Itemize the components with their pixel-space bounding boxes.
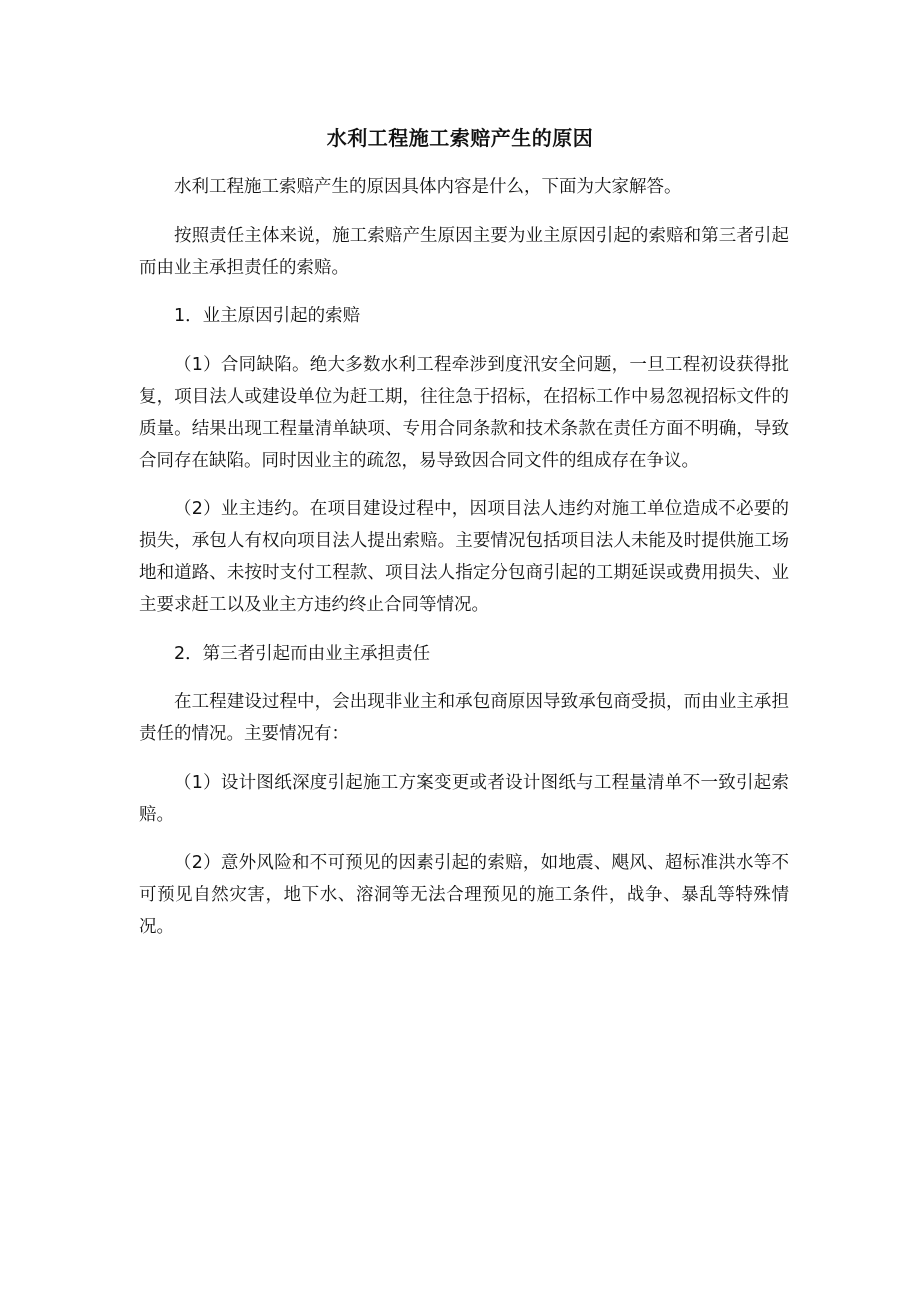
heading-third-party: 2．第三者引起而由业主承担责任 <box>174 643 431 664</box>
heading-owner-causes: 1．业主原因引起的索赔 <box>174 306 361 326</box>
paragraph-responsibility: 按照责任主体来说，施工索赔产生原因主要为业主原因引起的索赔和第三者引起而由业主承担责任的索赔。 <box>139 225 789 278</box>
document-body <box>139 171 789 960</box>
paragraph-contract-defects: （1）合同缺陷。绝大多数水利工程牵涉到度汛安全问题，一旦工程初设获得批复，项目法人或建设单位为赶工期，往往急于招标，在招标工作中易忽视招标文件的质量。结果出现工程量清单缺项、专用合同条款和技术条款在责任方面不明确，导致合同存在缺陷。同时因业主的疏忽，易导致因合同文件的组成存在争议。 <box>139 354 789 471</box>
paragraph-intro: 水利工程施工索赔产生的原因具体内容是什么，下面为大家解答。 <box>174 177 682 197</box>
paragraph-design-drawings: （1）设计图纸深度引起施工方案变更或者设计图纸与工程量清单不一致引起索赔。 <box>139 772 789 825</box>
paragraph-third-party-intro: 在工程建设过程中，会出现非业主和承包商原因导致承包商受损，而由业主承担责任的情况。主要情况有： <box>139 692 789 744</box>
document-title: 水利工程施工索赔产生的原因 <box>326 126 594 150</box>
paragraph-unforeseen-risks: （2）意外风险和不可预见的因素引起的索赔，如地震、飓风、超标准洪水等不可预见自然灾害，地下水、溶洞等无法合理预见的施工条件，战争、暴乱等特殊情况。 <box>139 853 789 937</box>
paragraph-owner-breach: （2）业主违约。在项目建设过程中，因项目法人违约对施工单位造成不必要的损失，承包人有权向项目法人提出索赔。主要情况包括项目法人未能及时提供施工场地和道路、未按时支付工程款、项目法人指定分包商引起的工期延误或费用损失、业主要求赶工以及业主方违约终止合同等情况。 <box>139 499 789 615</box>
